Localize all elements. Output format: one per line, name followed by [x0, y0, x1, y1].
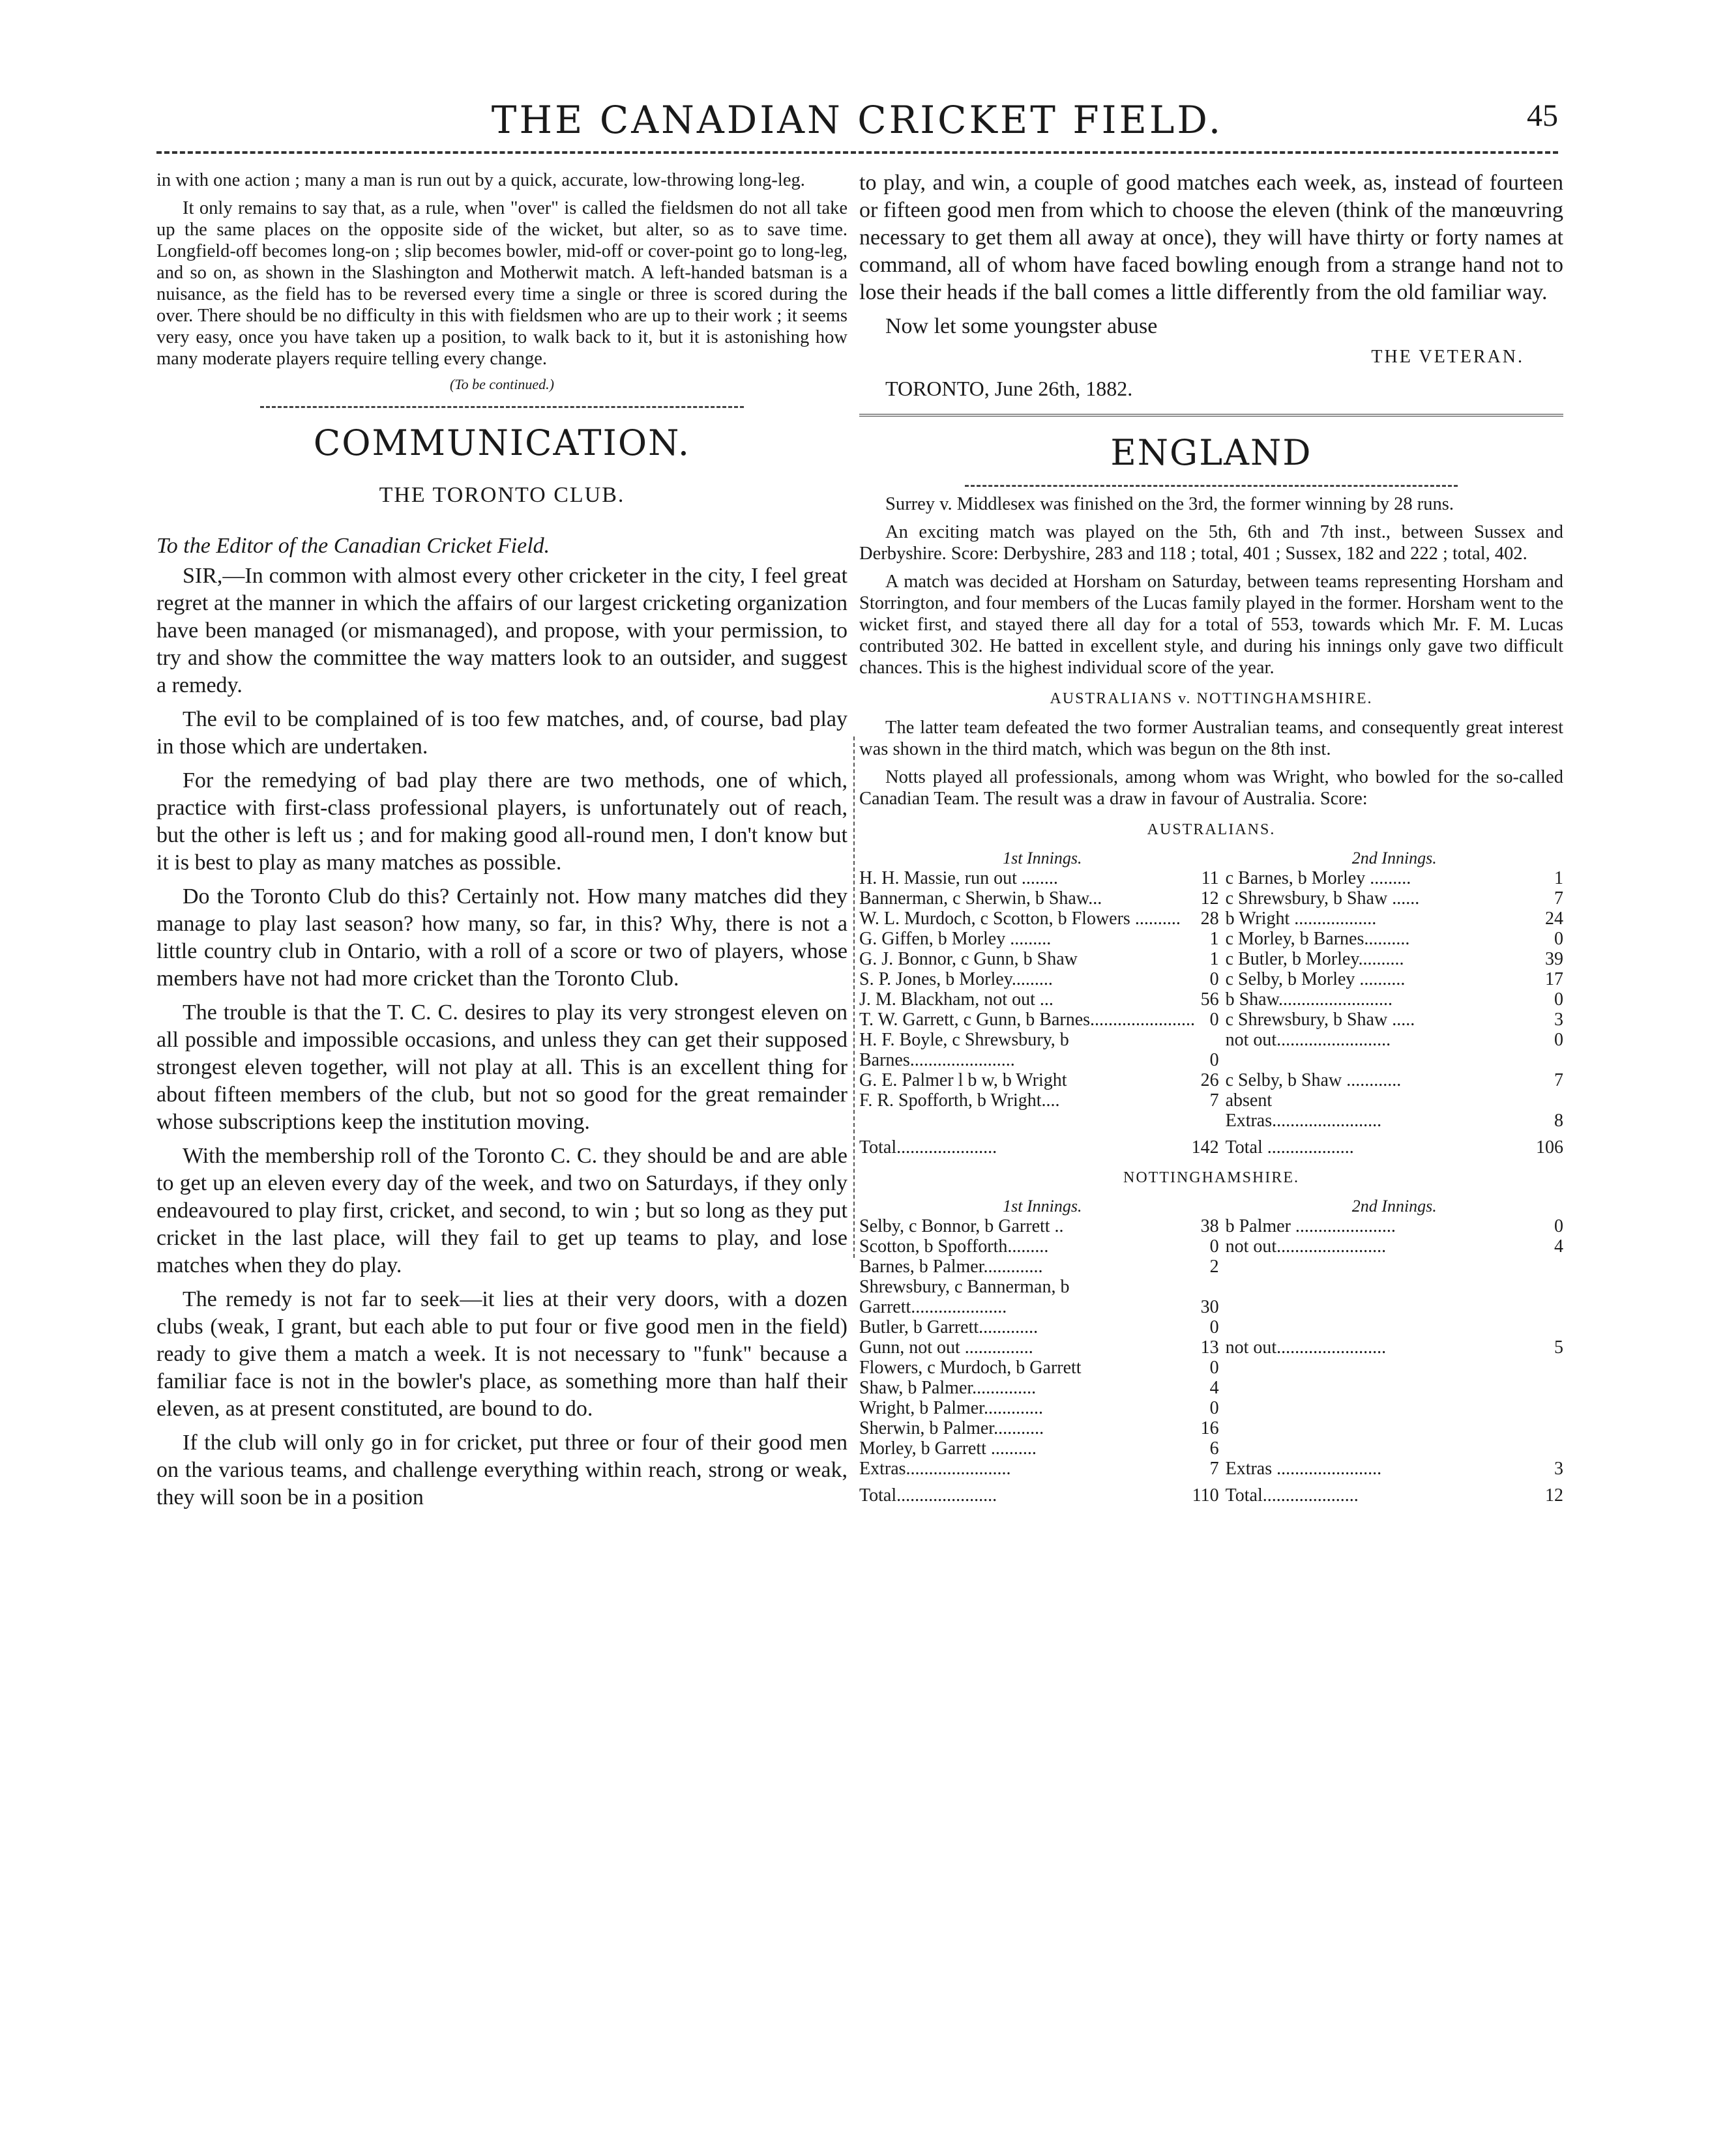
- batsman-first: [859, 949, 1226, 969]
- page-header: [156, 98, 1558, 143]
- scorecard-row: [859, 888, 1563, 909]
- runs: 0: [1554, 1030, 1563, 1050]
- batsman-first: [859, 1418, 1226, 1438]
- letter-continuation: to play, and win, a couple of good matches each week, as, instead of fourteen or fifteen good men from which to choose the eleven (think of the manœuvring necessary to get them all away at once), they will have thirty or forty names at command, all of whom have faced bowling enough from a strange hand not to lose their heads if the ball comes a little differently from the old familiar way.: [859, 171, 1563, 304]
- letter-paragraph: If the club will only go in for cricket, put three or four of their good men on the various teams, and challenge everything within reach, strong or weak, they will soon be in a position: [156, 1431, 848, 1509]
- scorecard-row: [859, 1277, 1563, 1317]
- runs: 26: [1200, 1070, 1219, 1090]
- dismissal: not out........................: [1225, 1236, 1387, 1257]
- runs: 30: [1200, 1297, 1219, 1317]
- batsman-first: [859, 1277, 1226, 1317]
- australians-title: AUSTRALIANS.: [1147, 821, 1276, 838]
- batsman-first: [859, 1398, 1226, 1418]
- batsman-second: [1226, 1378, 1563, 1398]
- runs: 0: [1209, 1317, 1219, 1337]
- batsman-second: [1226, 1111, 1563, 1131]
- runs: 0: [1554, 929, 1563, 949]
- dismissal: G. E. Palmer l b w, b Wright: [859, 1070, 1067, 1090]
- dismissal: Butler, b Garrett.............: [859, 1317, 1039, 1337]
- runs: 2: [1209, 1257, 1219, 1277]
- left-column: [156, 169, 848, 1518]
- letter-paragraph: The trouble is that the T. C. C. desires to play its very strongest eleven on all possible and impossible occasions, and unless they can get their supposed strongest eleven together, will not play at all. This is an excellent thing for about fifteen members of the club, but not so good for the great remainder whose subscriptions keep the institution moving.: [156, 1000, 848, 1134]
- batsman-first: [859, 1337, 1226, 1358]
- dismissal: Scotton, b Spofforth.........: [859, 1236, 1049, 1257]
- notts-scorecard: [859, 1196, 1563, 1506]
- batsman-second: [1226, 989, 1563, 1010]
- batsman-first: [859, 909, 1226, 929]
- news-paragraph: Surrey v. Middlesex was finished on the 3rd, the former winning by 28 runs.: [885, 494, 1454, 514]
- letter-paragraph: The evil to be complained of is too few matches, and, of course, bad play in those which are undertaken.: [156, 707, 848, 759]
- dismissal: G. J. Bonnor, c Gunn, b Shaw: [859, 949, 1078, 969]
- runs: 5: [1554, 1337, 1563, 1358]
- total-second: [1226, 1479, 1563, 1506]
- runs: 0: [1554, 989, 1563, 1010]
- scorecard-row: [859, 1358, 1563, 1378]
- dismissal: Extras........................: [1225, 1111, 1382, 1131]
- dismissal: Gunn, not out ...............: [859, 1337, 1033, 1358]
- runs: 6: [1209, 1438, 1219, 1459]
- england-heading: ENGLAND: [1110, 432, 1312, 473]
- batsman-first: [859, 1378, 1226, 1398]
- batsman-second: [1226, 1459, 1563, 1479]
- dismissal: W. L. Murdoch, c Scotton, b Flowers ..........: [859, 909, 1181, 929]
- batsman-first: [859, 1010, 1226, 1030]
- runs: 0: [1209, 969, 1219, 989]
- dismissal: T. W. Garrett, c Gunn, b Barnes.......................: [859, 1010, 1196, 1030]
- scorecard-row: [859, 1070, 1563, 1090]
- header-rule: [156, 151, 1558, 154]
- paragraph: It only remains to say that, as a rule, when "over" is called the fieldsmen do not all take up the same places on the opposite side of the wicket, but alter, so as to save time. Longfield-off becomes long-on ; slip becomes bowler, mid-off or cover-point go to long-leg, and so on, as shown in the Slashington and Motherwit match. A left-handed batsman is a nuisance, as the field has to be reversed every time a single or three is scored during the over. There should be no difficulty in this with fieldsmen who are up to their work ; it seems very easy, once you have taken up a position, to walk back to it, but it is astonishing how many moderate players require telling every change.: [156, 198, 848, 369]
- runs: 7: [1209, 1090, 1219, 1111]
- total-label: Total ...................: [1225, 1137, 1354, 1158]
- section-divider: [965, 485, 1458, 487]
- dismissal: c Butler, b Morley..........: [1225, 949, 1404, 969]
- batsman-first: [859, 888, 1226, 909]
- runs: 8: [1554, 1111, 1563, 1131]
- total-runs: 12: [1545, 1485, 1563, 1506]
- dismissal: S. P. Jones, b Morley.........: [859, 969, 1053, 989]
- dismissal: Barnes, b Palmer.............: [859, 1257, 1043, 1277]
- news-paragraph: A match was decided at Horsham on Saturday, between teams representing Horsham and Storrington, and four members of the Lucas family played in the former. Horsham went to the wicket first, and stayed there all day for a total of 553, towards which Mr. F. M. Lucas contributed 302. He batted in excellent style, and during his innings only gave two difficult chances. This is the highest individual score of the year.: [859, 572, 1563, 678]
- runs: 13: [1200, 1337, 1219, 1358]
- dismissal: c Shrewsbury, b Shaw .....: [1225, 1010, 1415, 1030]
- scorecard-row: [859, 1236, 1563, 1257]
- dismissal: Bannerman, c Sherwin, b Shaw...: [859, 888, 1102, 909]
- batsman-second: [1226, 969, 1563, 989]
- letter-paragraph: For the remedying of bad play there are two methods, one of which, practice with first-class professional players, is unfortunately out of reach, but the other is left us ; and for making good all-round men, I don't know but it is best to play as many matches as possible.: [156, 768, 848, 875]
- batsman-first: [859, 1030, 1226, 1070]
- scorecard-row: [859, 929, 1563, 949]
- news-paragraph: The latter team defeated the two former Australian teams, and consequently great interest was shown in the third match, which was begun on the 8th inst.: [859, 718, 1563, 759]
- dismissal: F. R. Spofforth, b Wright....: [859, 1090, 1060, 1111]
- scorecard-row: [859, 989, 1563, 1010]
- dismissal: Selby, c Bonnor, b Garrett ..: [859, 1216, 1064, 1236]
- runs: 0: [1209, 1358, 1219, 1378]
- page-number: 45: [1527, 98, 1558, 133]
- runs: 38: [1200, 1216, 1219, 1236]
- scorecard-row: [859, 1111, 1563, 1131]
- scorecard-row: [859, 1378, 1563, 1398]
- continued-note: (To be continued.): [450, 376, 554, 392]
- batsman-first: [859, 1236, 1226, 1257]
- right-column: [859, 169, 1563, 1506]
- runs: 3: [1554, 1010, 1563, 1030]
- total-second: [1226, 1131, 1563, 1158]
- runs: 7: [1554, 888, 1563, 909]
- dismissal: H. H. Massie, run out ........: [859, 868, 1058, 888]
- news-paragraph: An exciting match was played on the 5th, 6th and 7th inst., between Sussex and Derbyshire. Score: Derbyshire, 283 and 118 ; total, 401 ; Sussex, 182 and 222 ; total, 402.: [859, 522, 1563, 564]
- runs: 17: [1545, 969, 1563, 989]
- dismissal: b Wright ..................: [1225, 909, 1377, 929]
- salutation: To the Editor of the Canadian Cricket Field.: [156, 534, 550, 558]
- batsman-first: [859, 1358, 1226, 1378]
- total-runs: 110: [1192, 1485, 1219, 1506]
- scorecard-row: [859, 1459, 1563, 1479]
- batsman-second: [1226, 888, 1563, 909]
- dismissal: absent: [1225, 1090, 1273, 1111]
- batsman-second: [1226, 929, 1563, 949]
- batsman-first: [859, 1257, 1226, 1277]
- first-innings-label: 1st Innings.: [1003, 1197, 1082, 1216]
- signature: THE VETERAN.: [1371, 347, 1524, 367]
- dismissal: Flowers, c Murdoch, b Garrett: [859, 1358, 1082, 1378]
- first-innings-label: 1st Innings.: [1003, 849, 1082, 867]
- total-label: Total.....................: [1225, 1485, 1359, 1506]
- dismissal: Morley, b Garrett ..........: [859, 1438, 1037, 1459]
- dismissal: Shrewsbury, c Bannerman, b Garrett.....................: [859, 1277, 1070, 1317]
- scorecard-row: [859, 1438, 1563, 1459]
- batsman-second: [1226, 1216, 1563, 1236]
- scorecard-row: [859, 1010, 1563, 1030]
- section-divider: [260, 406, 744, 408]
- runs: 7: [1554, 1070, 1563, 1090]
- closing-line: Now let some youngster abuse: [885, 314, 1158, 338]
- club-heading: THE TORONTO CLUB.: [379, 483, 625, 507]
- runs: 39: [1545, 949, 1563, 969]
- dismissal: Sherwin, b Palmer...........: [859, 1418, 1044, 1438]
- second-innings-label: 2nd Innings.: [1351, 1197, 1437, 1216]
- letter-paragraph: Do the Toronto Club do this? Certainly not. How many matches did they manage to play last season? how many, so far, in this? Why, there is not a little country club in Ontario, with a roll of a score or two of players, whose members have not had more cricket than the Toronto Club.: [156, 884, 848, 991]
- paragraph: in with one action ; many a man is run out by a quick, accurate, low-throwing long-leg.: [156, 170, 805, 190]
- scorecard-row: [859, 868, 1563, 888]
- letter-paragraph: SIR,—In common with almost every other cricketer in the city, I feel great regret at the manner in which the affairs of our largest cricketing organization have been managed (or mismanaged), and propose, with your permission, to try and show the committee the way matters look to an outsider, and suggest a remedy.: [156, 564, 848, 697]
- scorecard-row: [859, 1030, 1563, 1070]
- dismissal: not out.........................: [1225, 1030, 1391, 1050]
- dismissal: c Selby, b Shaw ............: [1225, 1070, 1402, 1090]
- runs: 0: [1209, 1398, 1219, 1418]
- notts-rows: [859, 1216, 1563, 1479]
- runs: 1: [1554, 868, 1563, 888]
- dismissal: c Selby, b Morley ..........: [1225, 969, 1406, 989]
- dismissal: Shaw, b Palmer..............: [859, 1378, 1037, 1398]
- runs: 11: [1201, 868, 1219, 888]
- runs: 16: [1200, 1418, 1219, 1438]
- total-runs: 106: [1536, 1137, 1563, 1158]
- letter-paragraph: With the membership roll of the Toronto C. C. they should be and are able to get up an eleven every day of the week, and two on Saturdays, if they only endeavoured to play first, cricket, and second, to win ; but so long as they put cricket in the last place, will they fail to get up teams to play, and lose matches when they do play.: [156, 1144, 848, 1277]
- batsman-second: [1226, 1438, 1563, 1459]
- masthead: THE CANADIAN CRICKET FIELD.: [491, 98, 1224, 142]
- batsman-second: [1226, 1030, 1563, 1070]
- batsman-first: [859, 969, 1226, 989]
- batsman-second: [1226, 949, 1563, 969]
- batsman-second: [1226, 868, 1563, 888]
- batsman-first: [859, 1070, 1226, 1090]
- letter-paragraph: The remedy is not far to seek—it lies at their very doors, with a dozen clubs (weak, I grant, but each able to put four or five good men in the field) ready to give them a match a week. It is not necessary to "funk" because a familiar face is not in the bowler's place, as something more than half their eleven, as at present constituted, are bound to do.: [156, 1287, 848, 1421]
- total-label: Total......................: [859, 1485, 997, 1506]
- batsman-first: [859, 1111, 1226, 1131]
- runs: 7: [1209, 1459, 1219, 1479]
- batsman-second: [1226, 1398, 1563, 1418]
- scorecard-row: [859, 1257, 1563, 1277]
- runs: 56: [1200, 989, 1219, 1010]
- total-first: [859, 1131, 1226, 1158]
- communication-heading: COMMUNICATION.: [313, 422, 691, 463]
- batsman-second: [1226, 1090, 1563, 1111]
- section-rule: [859, 414, 1563, 416]
- batsman-first: [859, 1459, 1226, 1479]
- dismissal: b Shaw.........................: [1225, 989, 1393, 1010]
- batsman-second: [1226, 1358, 1563, 1378]
- dismissal: J. M. Blackham, not out ...: [859, 989, 1054, 1010]
- runs: 0: [1209, 1236, 1219, 1257]
- runs: 24: [1545, 909, 1563, 929]
- total-first: [859, 1479, 1226, 1506]
- dismissal: G. Giffen, b Morley .........: [859, 929, 1052, 949]
- batsman-first: [859, 989, 1226, 1010]
- dismissal: c Barnes, b Morley .........: [1225, 868, 1411, 888]
- batsman-first: [859, 929, 1226, 949]
- news-paragraph: Notts played all professionals, among whom was Wright, who bowled for the so-called Canadian Team. The result was a draw in favour of Australia. Score:: [859, 767, 1563, 809]
- dateline: TORONTO, June 26th, 1882.: [885, 377, 1133, 400]
- batsman-second: [1226, 1418, 1563, 1438]
- batsman-second: [1226, 1337, 1563, 1358]
- runs: 3: [1554, 1459, 1563, 1479]
- runs: 0: [1209, 1050, 1219, 1070]
- batsman-first: [859, 1438, 1226, 1459]
- dismissal: b Palmer ......................: [1225, 1216, 1396, 1236]
- dismissal: c Shrewsbury, b Shaw ......: [1225, 888, 1420, 909]
- scorecard-row: [859, 1398, 1563, 1418]
- dismissal: Wright, b Palmer.............: [859, 1398, 1043, 1418]
- total-runs: 142: [1191, 1137, 1219, 1158]
- runs: 12: [1200, 888, 1219, 909]
- dismissal: Extras .......................: [1225, 1459, 1382, 1479]
- runs: 28: [1200, 909, 1219, 929]
- runs: 1: [1209, 929, 1219, 949]
- runs: 0: [1554, 1216, 1563, 1236]
- batsman-first: [859, 1090, 1226, 1111]
- batsman-second: [1226, 1236, 1563, 1257]
- batsman-second: [1226, 1010, 1563, 1030]
- scorecard-row: [859, 1337, 1563, 1358]
- batsman-second: [1226, 909, 1563, 929]
- scorecard-row: [859, 1090, 1563, 1111]
- australians-rows: [859, 868, 1563, 1131]
- scorecard-row: [859, 969, 1563, 989]
- batsman-second: [1226, 1317, 1563, 1337]
- dismissal: not out........................: [1225, 1337, 1387, 1358]
- runs: 1: [1209, 949, 1219, 969]
- batsman-first: [859, 1317, 1226, 1337]
- dismissal: c Morley, b Barnes..........: [1225, 929, 1410, 949]
- scorecard-row: [859, 949, 1563, 969]
- second-innings-label: 2nd Innings.: [1351, 849, 1437, 867]
- batsman-second: [1226, 1277, 1563, 1317]
- runs: 0: [1209, 1010, 1219, 1030]
- scorecard-row: [859, 1317, 1563, 1337]
- scorecard-row: [859, 1216, 1563, 1236]
- scorecard-row: [859, 909, 1563, 929]
- batsman-first: [859, 1216, 1226, 1236]
- batsman-second: [1226, 1070, 1563, 1090]
- australians-scorecard: [859, 848, 1563, 1158]
- column-divider: [853, 736, 855, 1258]
- match-heading: AUSTRALIANS v. NOTTINGHAMSHIRE.: [1050, 690, 1373, 707]
- runs: 4: [1209, 1378, 1219, 1398]
- total-label: Total......................: [859, 1137, 997, 1158]
- notts-title: NOTTINGHAMSHIRE.: [1123, 1169, 1299, 1186]
- batsman-second: [1226, 1257, 1563, 1277]
- batsman-first: [859, 868, 1226, 888]
- dismissal: Extras.......................: [859, 1459, 1011, 1479]
- dismissal: H. F. Boyle, c Shrewsbury, b Barnes.......................: [859, 1030, 1069, 1070]
- runs: 4: [1554, 1236, 1563, 1257]
- scorecard-row: [859, 1418, 1563, 1438]
